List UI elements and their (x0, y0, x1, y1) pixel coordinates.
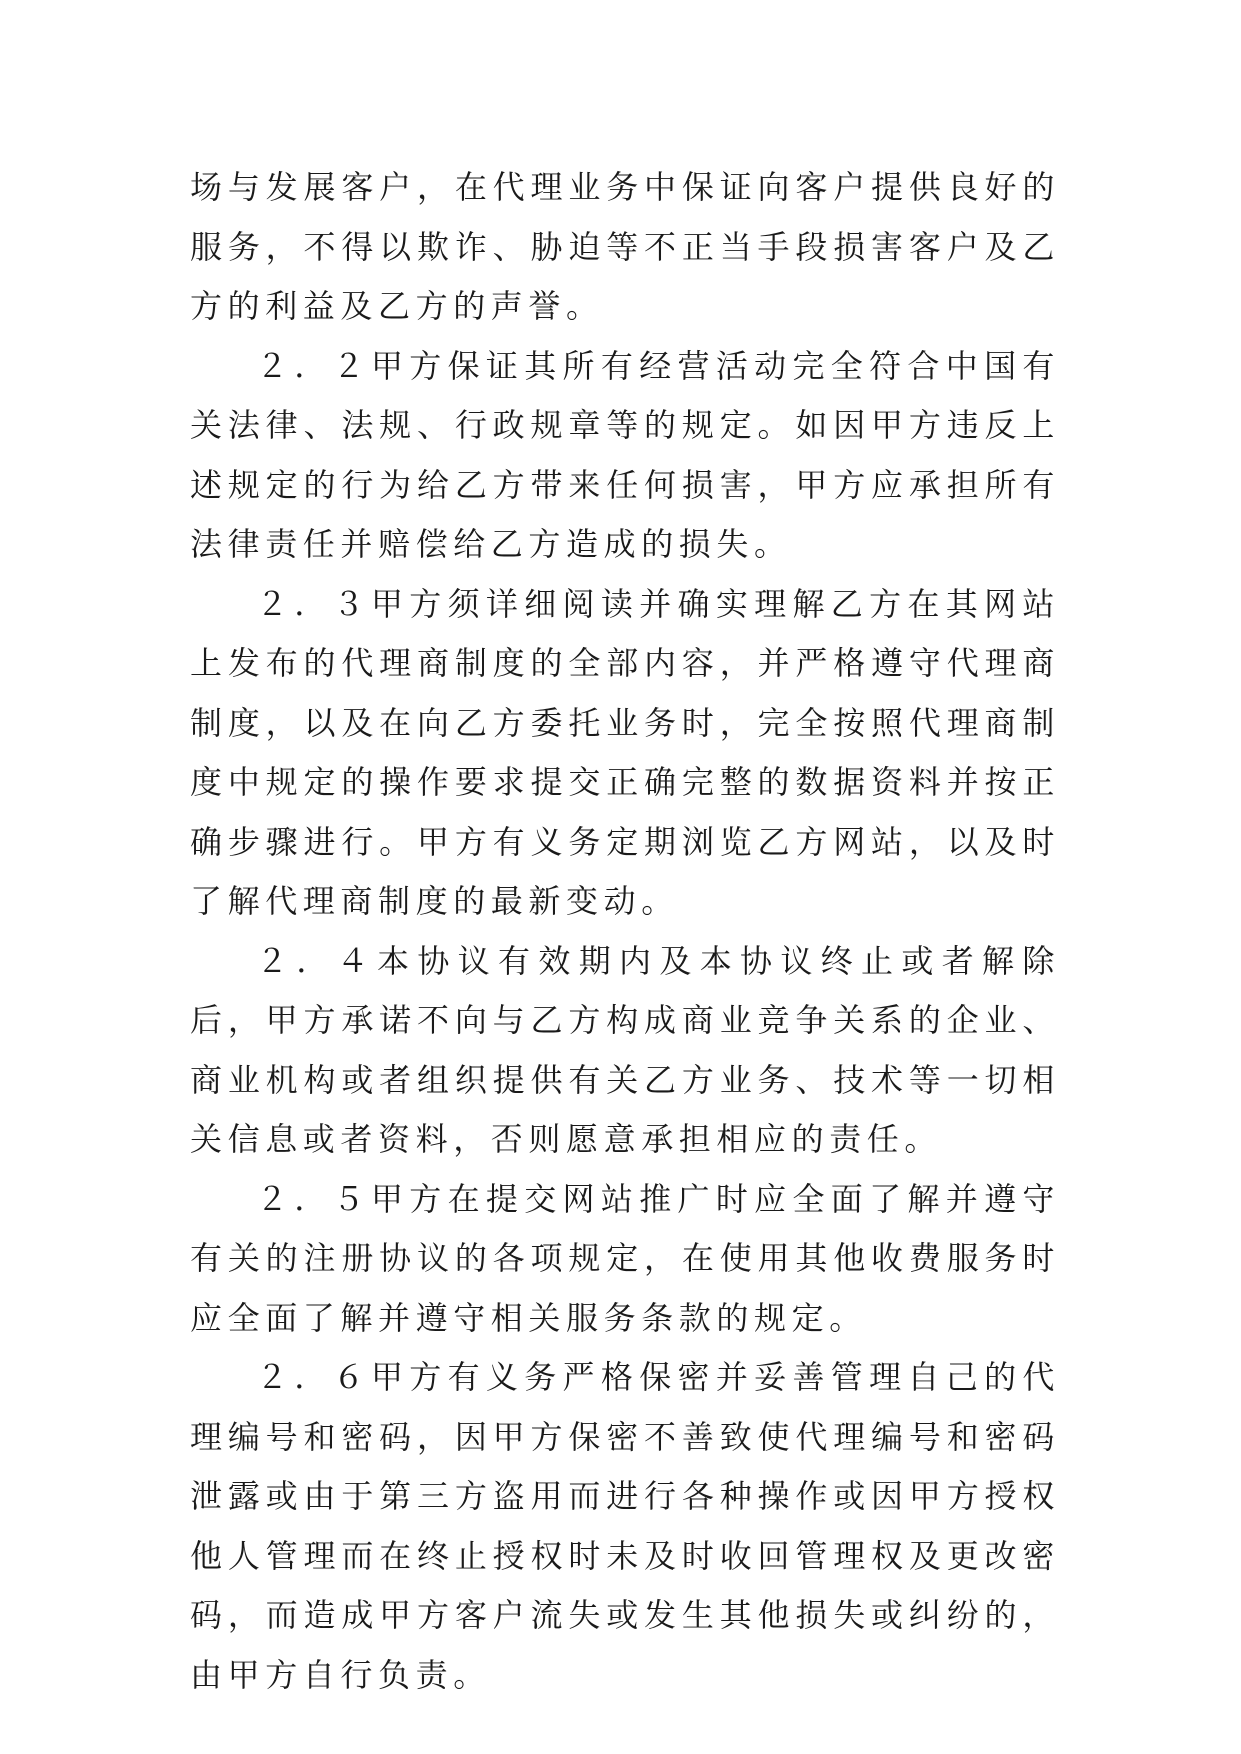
paragraph-clause-2-5: ２．５甲方在提交网站推广时应全面了解并遵守有关的注册协议的各项规定，在使用其他收费服务时应全面了解并遵守相关服务条款的规定。 (190, 1179, 1060, 1337)
paragraph-continuation: 场与发展客户，在代理业务中保证向客户提供良好的服务，不得以欺诈、胁迫等不正当手段损害客户及乙方的利益及乙方的声誉。 (190, 168, 1060, 325)
paragraph-clause-2-6: ２．６甲方有义务严格保密并妥善管理自己的代理编号和密码，因甲方保密不善致使代理编号和密码泄露或由于第三方盗用而进行各种操作或因甲方授权他人管理而在终止授权时未及时收回管理权及更改密码，而造成甲方客户流失或发生其他损失或纠纷的，由甲方自行负责。 (190, 1358, 1060, 1694)
paragraph-clause-2-2: ２．２甲方保证其所有经营活动完全符合中国有关法律、法规、行政规章等的规定。如因甲方违反上述规定的行为给乙方带来任何损害，甲方应承担所有法律责任并赔偿给乙方造成的损失。 (190, 346, 1060, 563)
paragraph-clause-2-4: ２．４本协议有效期内及本协议终止或者解除后，甲方承诺不向与乙方构成商业竞争关系的企业、商业机构或者组织提供有关乙方业务、技术等一切相关信息或者资料，否则愿意承担相应的责任。 (190, 941, 1060, 1158)
document-body (190, 158, 1060, 1705)
paragraph-clause-2-3: ２．３甲方须详细阅读并确实理解乙方在其网站上发布的代理商制度的全部内容，并严格遵守代理商制度，以及在向乙方委托业务时，完全按照代理商制度中规定的操作要求提交正确完整的数据资料并按正确步骤进行。甲方有义务定期浏览乙方网站，以及时了解代理商制度的最新变动。 (190, 584, 1060, 920)
